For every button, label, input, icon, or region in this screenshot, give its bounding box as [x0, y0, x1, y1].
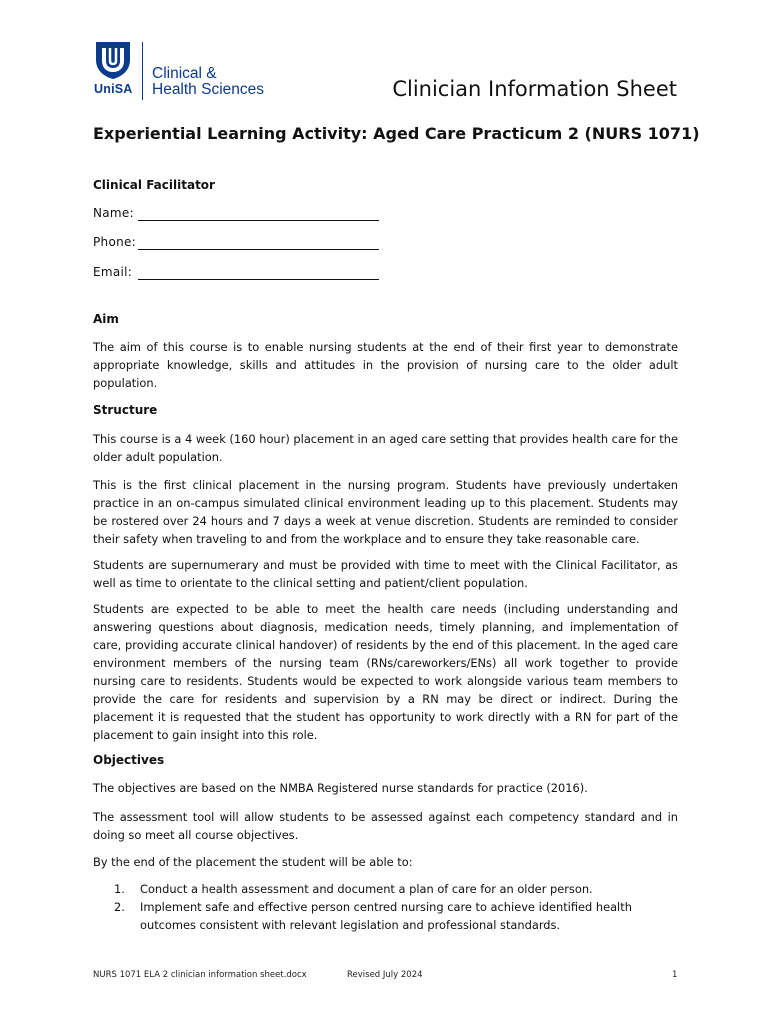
- structure-heading: Structure: [93, 403, 158, 417]
- email-line[interactable]: [138, 279, 379, 280]
- facilitator-heading: Clinical Facilitator: [93, 178, 215, 192]
- document-title: Clinician Information Sheet: [392, 77, 677, 101]
- objectives-paragraph-1: The objectives are based on the NMBA Registered nurse standards for practice (2016).: [93, 781, 588, 795]
- logo-divider: [142, 42, 143, 100]
- name-label: Name:: [93, 206, 134, 220]
- faculty-line-1: Clinical &: [152, 65, 217, 82]
- unisa-shield-icon: [94, 40, 132, 80]
- phone-label: Phone:: [93, 235, 137, 249]
- facilitator-phone-field[interactable]: [93, 235, 383, 251]
- structure-paragraph-4: Students are expected to be able to meet the health care needs (including understanding and answering questions about diagnosis, medication needs, timely planning, and implementation of care, providing accurate clinical handover) of residents by the end of this placement. In the aged care environment members of the nursing team (RNs/careworkers/ENs) all work together to provide nursing care to residents. Students would be expected to work alongside various team members to provide the care for residents and supervision by a RN may be direct or indirect. During the placement it is requested that the student has opportunity to work directly with a RN for part of the placement to gain insight into this role.: [93, 602, 678, 742]
- structure-paragraph-3: Students are supernumerary and must be provided with time to meet with the Clinical Facilitator, as well as time to orientate to the clinical setting and patient/client population.: [93, 558, 678, 590]
- structure-paragraph-1: This course is a 4 week (160 hour) placement in an aged care setting that provides health care for the older adult population.: [93, 432, 678, 464]
- list-item-text: Conduct a health assessment and document a plan of care for an older person.: [140, 882, 593, 896]
- objectives-list: [93, 880, 678, 934]
- faculty-name: [152, 66, 264, 98]
- list-item: [93, 880, 678, 898]
- list-item-text: Implement safe and effective person centred nursing care to achieve identified health outcomes consistent with relevant legislation and professional standards.: [140, 900, 632, 932]
- unisa-logo: [94, 40, 284, 104]
- objectives-paragraph-3: By the end of the placement the student will be able to:: [93, 855, 413, 869]
- name-line[interactable]: [138, 220, 379, 221]
- list-item-number: 1.: [114, 882, 125, 896]
- phone-line[interactable]: [138, 249, 379, 250]
- email-label: Email:: [93, 265, 133, 279]
- footer-filename: NURS 1071 ELA 2 clinician information sheet.docx: [93, 970, 307, 980]
- structure-paragraph-2: This is the first clinical placement in the nursing program. Students have previously undertaken practice in an on-campus simulated clinical environment leading up to this placement. Students may be rostered over 24 hours and 7 days a week at venue discretion. Students are reminded to consider their safety when traveling to and from the workplace and to ensure they take reasonable care.: [93, 478, 678, 546]
- facilitator-email-field[interactable]: [93, 265, 383, 281]
- activity-title: Experiential Learning Activity: Aged Care Practicum 2 (NURS 1071): [93, 124, 700, 143]
- objectives-heading: Objectives: [93, 753, 165, 767]
- logo-wordmark: UniSA: [94, 82, 133, 96]
- objectives-paragraph-2: The assessment tool will allow students to be assessed against each competency standard and in doing so meet all course objectives.: [93, 810, 678, 842]
- aim-paragraph: The aim of this course is to enable nursing students at the end of their first year to demonstrate appropriate knowledge, skills and attitudes in the provision of nursing care to the older adult population.: [93, 340, 678, 390]
- footer-page-number: 1: [672, 970, 678, 980]
- footer-revised: Revised July 2024: [347, 970, 423, 980]
- list-item-number: 2.: [114, 900, 125, 914]
- facilitator-name-field[interactable]: [93, 206, 383, 222]
- list-item: [93, 898, 678, 934]
- faculty-line-2: Health Sciences: [152, 81, 265, 98]
- aim-heading: Aim: [93, 312, 119, 326]
